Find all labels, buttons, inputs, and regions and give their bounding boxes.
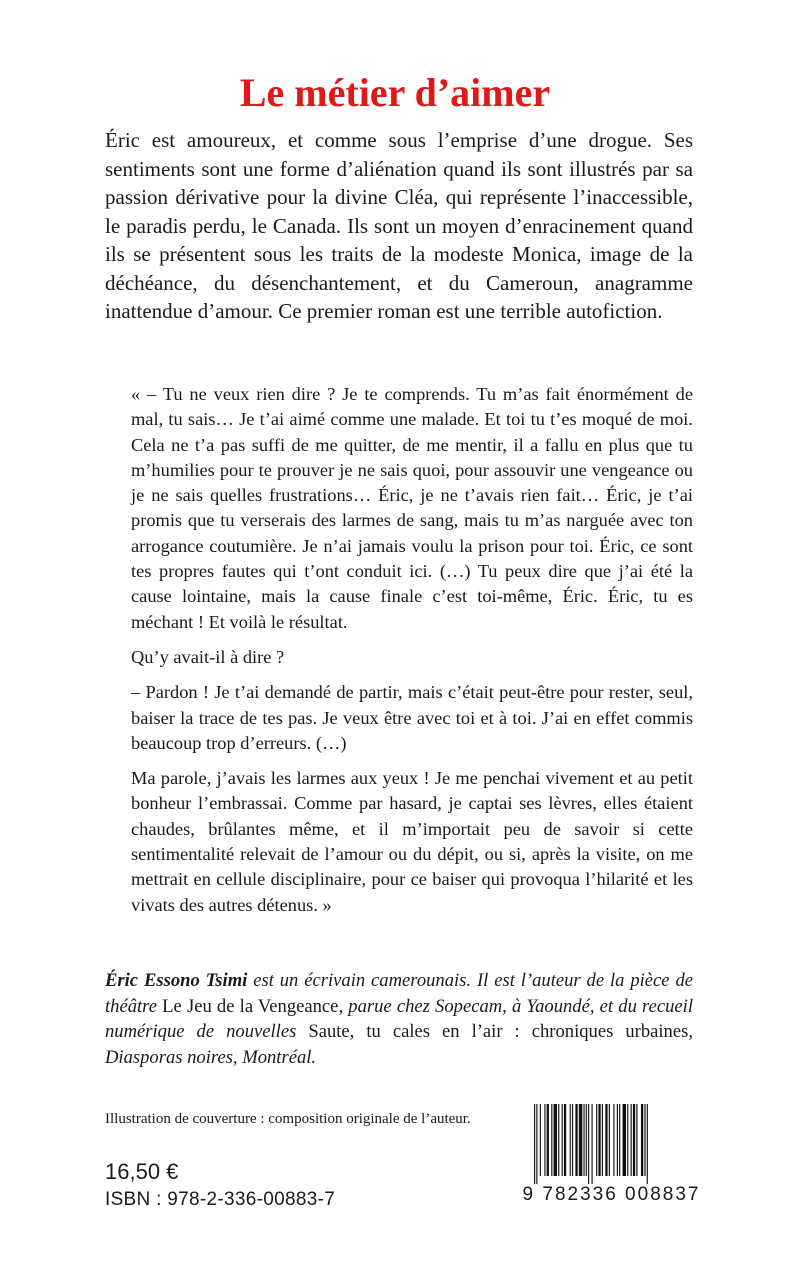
barcode-digits: 9 782336 008837 [522, 1184, 701, 1205]
barcode-bar [570, 1104, 571, 1176]
barcode-bar [605, 1104, 607, 1176]
barcode-bar [644, 1104, 645, 1176]
barcode-bar [583, 1104, 584, 1176]
barcode-bar [627, 1104, 628, 1176]
barcode-bar [602, 1104, 603, 1176]
barcode-bar [633, 1104, 635, 1176]
bio-text: , parue chez Sopecam, à Yaoundé, et du recueil numérique de nouvelles [105, 995, 693, 1042]
excerpt-paragraph: – Pardon ! Je t’ai demandé de partir, mais c’était peut-être pour rester, seul, baiser la trace de tes pas. Je veux être avec toi et à toi. J’ai en effet commis beaucoup trop d’erreurs. (…) [131, 682, 693, 753]
barcode-bar [579, 1104, 582, 1176]
excerpt-paragraph: « – Tu ne veux rien dire ? Je te comprends. Tu m’as fait énormément de mal, tu sais… Je t’ai aimé comme une malade. Et toi tu t’es moqué de moi. Cela ne t’a pas suffi de me quitter, de me mentir, il a fallu en plus que tu m’humilies pour te prouver je ne sais quoi, pour assouvir une vengeance ou je ne sais quelles frustrations… Éric, je ne t’avais rien fait… Éric, je t’ai promis que tu verserais des larmes de sang, mais tu m’as narguée avec ton arrogance coutumière. Je n’ai jamais voulu la prison pour toi. Éric, ce sont tes propres fautes qui t’ont conduit ici. (…) Tu peux dire que j’ai été la cause lointaine, mais la cause finale c’est toi-même, Éric. Éric, tu es méchant ! Et voilà le résultat. [131, 384, 693, 632]
barcode-bar [562, 1104, 563, 1176]
barcode-bar [641, 1104, 643, 1176]
play-title: Le Jeu de la Vengeance [162, 995, 339, 1017]
barcode-bar [544, 1104, 545, 1176]
barcode-bar [631, 1104, 632, 1176]
barcode-bar [536, 1104, 537, 1184]
author-bio [105, 968, 693, 1070]
bio-text: , Diasporas noires, Montréal. [105, 1021, 693, 1068]
barcode-bar [558, 1104, 559, 1176]
excerpt-paragraph: Qu’y avait-il à dire ? [131, 646, 285, 667]
barcode-bar [623, 1104, 626, 1176]
collection-title: Saute, tu cales en l’air : chroniques urbaines [308, 1021, 689, 1042]
barcode-bar [586, 1104, 587, 1176]
barcode-bar [540, 1104, 541, 1176]
barcode-bar [617, 1104, 618, 1176]
isbn: ISBN : 978-2-336-00883-7 [105, 1189, 336, 1210]
price: 16,50 € [105, 1159, 179, 1184]
barcode-bar [609, 1104, 610, 1176]
barcode-bar [564, 1104, 566, 1176]
synopsis-paragraph: Éric est amoureux, et comme sous l’emprise d’une drogue. Ses sentiments sont une forme d’aliénation quand ils sont illustrés par sa passion dérivative pour la divine Cléa, qui représente l’inaccessible, le paradis perdu, le Canada. Ils sont un moyen d’enracinement quand ils se présentent sous les traits de la modeste Monica, image de la déchéance, du désenchantement, et du Cameroun, anagramme inattendue d’amour. Ce premier roman est une terrible autofiction. [105, 128, 693, 323]
barcode-bar [588, 1104, 589, 1184]
barcode-bar [572, 1104, 573, 1176]
barcode-bar [619, 1104, 620, 1176]
barcode-bar [636, 1104, 637, 1176]
barcode-bar [598, 1104, 600, 1176]
excerpt-paragraph: Ma parole, j’avais les larmes aux yeux ! Je me penchai vivement et au petit bonheur l’embrassai. Comme par hasard, je captai ses lèvres, elles étaient chaudes, brûlantes même, et il m’importait peu de savoir si cette sentimentalité relevait de l’amour ou du dépit, ou si, après la visite, on me mettrait en cellule disciplinaire, pour ce baiser qui provoqua l’hilarité et les vivats des autres détenus. » [131, 768, 693, 915]
book-title: Le métier d’aimer [239, 69, 551, 115]
illustration-credit: Illustration de couverture : composition originale de l’auteur. [105, 1111, 471, 1127]
barcode-bar [534, 1104, 535, 1184]
barcode-bar [551, 1104, 552, 1176]
barcode-bar [592, 1104, 593, 1184]
barcode [520, 1100, 703, 1215]
barcode-bar [596, 1104, 597, 1176]
bio-text: est un écrivain camerounais. Il est l’auteur de la pièce de théâtre [105, 970, 693, 1017]
author-name: Éric Essono Tsimi [105, 970, 248, 991]
barcode-bar [547, 1104, 549, 1176]
excerpt-block [131, 382, 693, 928]
barcode-bar [613, 1104, 614, 1176]
barcode-bar [554, 1104, 557, 1176]
barcode-bars [534, 1104, 690, 1184]
barcode-bar [647, 1104, 648, 1184]
barcode-bar [575, 1104, 577, 1176]
